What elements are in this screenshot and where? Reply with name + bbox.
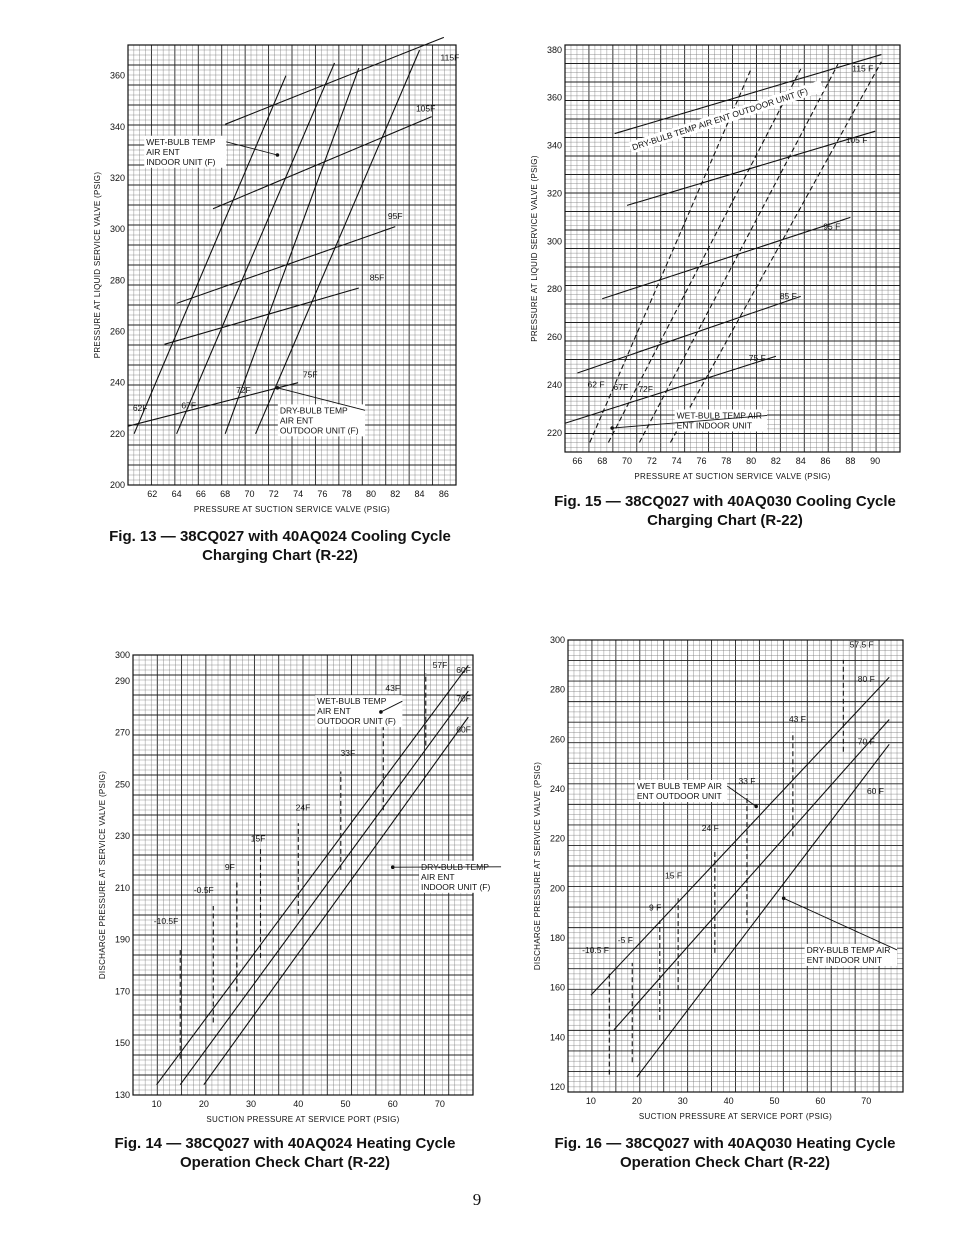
x-tick-label: 70	[861, 1096, 872, 1106]
y-tick-label: 360	[546, 92, 562, 103]
x-tick-label: 30	[246, 1099, 257, 1109]
series-line-70f	[614, 719, 889, 1029]
curve-label-67f: 67F	[613, 381, 629, 392]
annotation-1	[419, 861, 501, 893]
y-tick-label: 140	[549, 1032, 565, 1043]
curve-label-43-f: 43 F	[788, 713, 806, 724]
x-tick-label: 84	[414, 489, 425, 499]
caption-fig13	[60, 527, 500, 565]
y-tick-label: 120	[549, 1082, 565, 1093]
y-axis-label: DISCHARGE PRESSURE AT SERVICE VALVE (PSIG)	[533, 761, 542, 971]
x-tick-label: 66	[195, 489, 206, 499]
y-tick-label: 260	[549, 734, 565, 745]
x-tick-label: 50	[769, 1096, 780, 1106]
x-tick-label: 68	[220, 489, 231, 499]
fig13-svg	[90, 40, 468, 517]
annotation-text: AIR ENT	[317, 706, 351, 717]
annotation-text: ENT INDOOR UNIT	[806, 954, 883, 965]
annotation-0	[144, 136, 226, 168]
x-tick-label: 86	[438, 489, 449, 499]
curve-label-70f: 70F	[456, 693, 471, 704]
y-tick-label: 230	[114, 831, 130, 842]
y-tick-label: 300	[109, 224, 125, 235]
x-tick-label: 66	[572, 456, 583, 466]
series-line-85f	[577, 296, 800, 373]
y-axis-label: DISCHARGE PRESSURE AT SERVICE VALVE (PSIG)	[98, 770, 107, 980]
y-tick-label: 300	[549, 635, 565, 645]
x-tick-label: 84	[795, 456, 806, 466]
curve-label-60f: 60F	[456, 665, 471, 676]
annotation-text: WET BULB TEMP AIR	[636, 781, 722, 792]
x-tick-label: 68	[597, 456, 608, 466]
y-tick-label: 340	[109, 121, 125, 132]
x-tick-label: 64	[171, 489, 182, 499]
curve-label-24f: 24F	[295, 802, 311, 813]
x-tick-label: 40	[723, 1096, 734, 1106]
x-tick-label: 10	[585, 1096, 596, 1106]
series-line-60f	[204, 717, 468, 1085]
y-tick-label: 320	[546, 188, 562, 199]
curve-label-72f: 72F	[236, 384, 251, 395]
y-tick-label: 280	[109, 275, 125, 286]
curve-label-10-5-f: -10.5 F	[582, 944, 610, 955]
y-tick-label: 270	[114, 727, 130, 738]
caption-fig14-line2: Operation Check Chart (R-22)	[179, 1154, 391, 1171]
caption-fig15-line2: Charging Chart (R-22)	[647, 512, 803, 529]
curve-label-75f: 75F	[302, 369, 318, 380]
arrowhead-icon	[276, 386, 280, 390]
y-tick-label: 130	[114, 1090, 130, 1100]
annotation-1	[278, 404, 365, 436]
x-tick-label: 60	[387, 1099, 398, 1109]
caption-fig15	[510, 492, 940, 530]
annotation-text: ENT OUTDOOR UNIT	[636, 791, 722, 802]
curve-label-57-5-f: 57.5 F	[849, 639, 874, 650]
curve-label-0-5f: -0.5F	[193, 885, 214, 896]
y-tick-label: 260	[109, 326, 125, 337]
x-tick-label: 76	[317, 489, 328, 499]
curve-label-67f: 67F	[181, 400, 197, 411]
x-tick-label: 80	[746, 456, 757, 466]
y-axis-label: PRESSURE AT LIQUID SERVICE VALVE (PSIG)	[93, 171, 102, 359]
y-tick-label: 240	[549, 784, 565, 795]
annotation-text: DRY-BULB TEMP	[421, 861, 489, 872]
y-tick-label: 360	[109, 70, 125, 81]
y-tick-label: 210	[114, 882, 130, 893]
x-axis-label: PRESSURE AT SUCTION SERVICE VALVE (PSIG)	[193, 505, 391, 514]
x-tick-label: 62	[147, 489, 158, 499]
arrowhead-icon	[610, 426, 614, 430]
x-tick-label: 60	[815, 1096, 826, 1106]
curve-label-15-f: 15 F	[665, 870, 683, 881]
x-tick-label: 72	[268, 489, 279, 499]
page-number: 9	[472, 1190, 482, 1209]
annotation-text: OUTDOOR UNIT (F)	[317, 716, 396, 727]
curve-label-95f: 95F	[387, 210, 403, 221]
curve-label-24-f: 24 F	[701, 823, 719, 834]
y-tick-label: 290	[114, 675, 130, 686]
x-tick-label: 70	[622, 456, 633, 466]
curve-label-85f: 85F	[369, 272, 385, 283]
y-tick-label: 220	[549, 833, 565, 844]
annotation-text: OUTDOOR UNIT (F)	[279, 425, 359, 436]
x-tick-label: 88	[845, 456, 856, 466]
arrowhead-icon	[391, 865, 395, 869]
caption-fig16-line2: Operation Check Chart (R-22)	[619, 1154, 831, 1171]
curve-label-57f: 57F	[432, 659, 448, 670]
curve-label-9-f: 9 F	[649, 902, 662, 913]
fig16-svg	[520, 633, 915, 1124]
chart-fig15	[520, 40, 912, 484]
x-tick-label: 20	[631, 1096, 642, 1106]
annotation-leader	[226, 142, 277, 155]
curve-label-62f: 62F	[132, 402, 148, 413]
y-tick-label: 220	[109, 428, 125, 439]
y-tick-label: 340	[546, 140, 562, 151]
curve-label-72f: 72F	[638, 384, 653, 395]
curve-label-9f: 9F	[224, 861, 235, 872]
fig15-svg	[520, 40, 912, 484]
curve-label-70-f: 70 F	[857, 736, 875, 747]
arrowhead-icon	[782, 896, 786, 900]
curve-label-115-f: 115 F	[852, 63, 874, 74]
annotation-leader	[784, 898, 897, 950]
curve-label-95-f: 95 F	[823, 221, 841, 232]
annotation-text: AIR ENT	[146, 146, 180, 157]
annotation-text: DRY-BULB TEMP AIR ENT OUTDOOR UNIT (F)	[630, 85, 809, 153]
curve-label-5-f: -5 F	[617, 934, 633, 945]
caption-fig14	[70, 1134, 500, 1172]
y-tick-label: 280	[549, 684, 565, 695]
annotation-text: WET-BULB TEMP	[317, 696, 387, 707]
y-tick-label: 260	[546, 332, 562, 343]
y-tick-label: 190	[114, 934, 130, 945]
x-tick-label: 86	[820, 456, 831, 466]
y-tick-label: 250	[114, 779, 130, 790]
curve-label-60f: 60F	[456, 724, 471, 735]
fig14-svg	[90, 648, 491, 1127]
caption-fig14-line1: Fig. 14 — 38CQ027 with 40AQ024 Heating Cycle	[114, 1135, 456, 1152]
x-tick-label: 82	[770, 456, 781, 466]
x-tick-label: 20	[198, 1099, 209, 1109]
chart-fig16	[520, 633, 915, 1124]
arrowhead-icon	[379, 710, 383, 714]
curve-label-105f: 105F	[415, 103, 436, 114]
y-tick-label: 150	[114, 1038, 130, 1049]
curve-label-43f: 43F	[385, 683, 401, 694]
x-tick-label: 30	[677, 1096, 688, 1106]
annotation-0	[315, 695, 402, 727]
y-tick-label: 220	[546, 427, 562, 438]
curve-label-80-f: 80 F	[857, 674, 875, 685]
y-tick-label: 180	[549, 933, 565, 944]
x-tick-label: 78	[721, 456, 732, 466]
y-tick-label: 160	[549, 982, 565, 993]
x-axis-label: SUCTION PRESSURE AT SERVICE PORT (PSIG)	[206, 1115, 400, 1124]
curve-label-33f: 33F	[340, 747, 356, 758]
y-tick-label: 170	[114, 986, 130, 997]
caption-fig16	[510, 1134, 940, 1172]
x-tick-label: 40	[293, 1099, 304, 1109]
y-tick-label: 380	[546, 44, 562, 55]
annotation-1	[675, 409, 767, 431]
arrowhead-icon	[754, 805, 758, 809]
annotation-text: AIR ENT	[279, 415, 314, 426]
x-tick-label: 90	[870, 456, 881, 466]
y-tick-label: 320	[109, 173, 125, 184]
annotation-text: AIR ENT	[421, 871, 455, 882]
chart-fig14	[90, 648, 491, 1127]
curve-label-85-f: 85 F	[779, 290, 797, 301]
y-tick-label: 300	[114, 650, 130, 660]
curve-label-62-f: 62 F	[587, 379, 605, 390]
y-tick-label: 240	[109, 377, 125, 388]
x-tick-label: 70	[434, 1099, 445, 1109]
x-tick-label: 70	[244, 489, 255, 499]
x-tick-label: 74	[671, 456, 682, 466]
caption-fig13-line2: Charging Chart (R-22)	[202, 547, 358, 564]
y-tick-label: 280	[546, 284, 562, 295]
y-tick-label: 200	[109, 480, 125, 490]
curve-label-15f: 15F	[250, 833, 266, 844]
x-tick-label: 76	[696, 456, 707, 466]
series-line-85f	[164, 288, 358, 344]
y-tick-label: 300	[546, 236, 562, 247]
caption-fig15-line1: Fig. 15 — 38CQ027 with 40AQ030 Cooling Cycle	[554, 493, 896, 510]
annotation-text: DRY-BULB TEMP	[279, 405, 348, 416]
y-tick-label: 200	[549, 883, 565, 894]
annotation-text: WET-BULB TEMP AIR	[676, 410, 762, 421]
x-tick-label: 78	[341, 489, 352, 499]
annotation-0	[635, 780, 727, 802]
y-axis-label: PRESSURE AT LIQUID SERVICE VALVE (PSIG)	[530, 155, 539, 342]
x-axis-label: PRESSURE AT SUCTION SERVICE VALVE (PSIG)	[634, 472, 831, 481]
x-tick-label: 72	[646, 456, 657, 466]
arrowhead-icon	[276, 153, 280, 157]
annotation-text: INDOOR UNIT (F)	[421, 881, 491, 892]
annotation-text: ENT INDOOR UNIT	[676, 420, 753, 431]
x-tick-label: 10	[151, 1099, 162, 1109]
curve-label-105-f: 105 F	[845, 135, 868, 146]
caption-fig16-line1: Fig. 16 — 38CQ027 with 40AQ030 Heating Cycle	[554, 1135, 896, 1152]
annotation-text: WET-BULB TEMP	[146, 136, 216, 147]
annotation-text: INDOOR UNIT (F)	[146, 156, 216, 167]
chart-fig13	[90, 40, 468, 517]
y-tick-label: 240	[546, 379, 562, 390]
curve-label-10-5f: -10.5F	[153, 916, 179, 927]
annotation-1	[805, 944, 897, 966]
x-tick-label: 74	[293, 489, 304, 499]
curve-label-75-f: 75 F	[748, 353, 766, 364]
x-tick-label: 50	[340, 1099, 351, 1109]
curve-label-33-f: 33 F	[738, 776, 756, 787]
caption-fig13-line1: Fig. 13 — 38CQ027 with 40AQ024 Cooling Cycle	[109, 528, 451, 545]
curve-label-115f: 115F	[440, 52, 460, 63]
x-tick-label: 80	[365, 489, 376, 499]
curve-label-60-f: 60 F	[866, 785, 884, 796]
annotation-text: DRY-BULB TEMP AIR	[806, 944, 891, 955]
x-axis-label: SUCTION PRESSURE AT SERVICE PORT (PSIG)	[638, 1112, 833, 1121]
x-tick-label: 82	[390, 489, 401, 499]
series-line-115f	[225, 37, 444, 124]
